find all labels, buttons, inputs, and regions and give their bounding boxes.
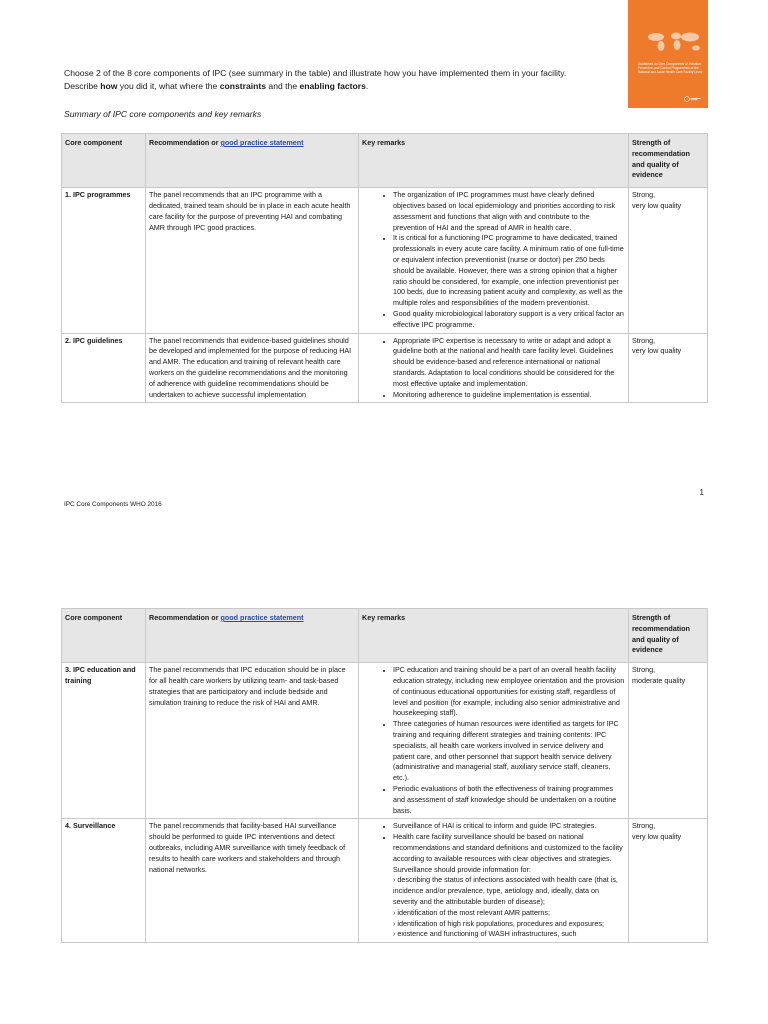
remark-item: • Surveillance of HAI is critical to inform and guide IPC strategies.: [393, 821, 625, 832]
header-strength: Strength of recommendation and quality of evidence: [629, 134, 708, 188]
page-2: [0, 602, 768, 1024]
header-key-remarks: Key remarks: [359, 609, 629, 663]
key-remarks-cell: [359, 188, 629, 333]
text-run: .: [365, 81, 369, 91]
key-remarks-cell: [359, 819, 629, 943]
remark-item: • Health care facility surveillance should be based on national recommendations and standard definitions and customized to the facility according to available resources with clear objectives and strategies. Surveillance should provide information for: › describing the status of infections associated with health care (that is, incidence and/or prevalence, type, aetiology and, ideally, data on severity and the attributable burden of disease); › identification of the most relevant AMR patterns; › identification of high risk populations, procedures and exposures; › existence and functioning of WASH infrastructures, such: [393, 832, 625, 940]
good-practice-link[interactable]: good practice statement: [220, 613, 304, 622]
remark-item: • Periodic evaluations of both the effectiveness of training programmes and assessment of staff knowledge should be undertaken on a routine basis.: [393, 784, 625, 816]
header-core-component: Core component: [62, 134, 146, 188]
header-recommendation: [146, 609, 359, 663]
core-component-cell: 1. IPC programmes: [62, 188, 146, 333]
bold-enabling-factors: enabling factors: [299, 81, 366, 91]
instruction-line-1: Choose 2 of the 8 core components of IPC (see summary in the table) and illustrate how you have implemented them in your facility.: [64, 68, 567, 78]
bold-how: how: [100, 81, 118, 91]
table-header-row: [62, 134, 708, 188]
recommendation-cell: The panel recommends that evidence-based guidelines should be developed and implemented for the purpose of reducing HAI and AMR. The education and training of relevant health care workers on the guideline recommendations and the monitoring of adherence with guideline recommendations should be undertaken to achieve successful implementation: [146, 333, 359, 403]
key-remarks-cell: [359, 333, 629, 403]
recommendation-cell: The panel recommends that IPC education should be in place for all health care workers by utilizing team- and task-based strategies that are participatory and include bedside and simulation training to reduce the risk of HAI and AMR.: [146, 663, 359, 819]
table-header-row: [62, 609, 708, 663]
text-run: and the: [266, 81, 300, 91]
table-row: [62, 819, 708, 943]
page-number: 1: [699, 488, 704, 497]
remark-item: • Three categories of human resources were identified as targets for IPC training and requiring different strategies and training contents: IPC specialists, all health care workers involved in service delivery and patient care, and other personnel that support health service delivery (administrative and managerial staff, auxiliary service staff, cleaners, etc.).: [393, 719, 625, 784]
key-remarks-cell: [359, 663, 629, 819]
recommendation-cell: The panel recommends that an IPC programme with a dedicated, trained team should be in place in each acute health care facility for the purpose of preventing HAI and combating AMR through IPC good practices.: [146, 188, 359, 333]
strength-cell: Strong, very low quality: [629, 333, 708, 403]
table-caption: Summary of IPC core components and key remarks: [64, 109, 262, 119]
page-footer: IPC Core Components WHO 2016: [64, 501, 162, 508]
remark-item: • Monitoring adherence to guideline implementation is essential.: [393, 390, 625, 401]
remark-item: • IPC education and training should be a part of an overall health facility education strategy, including new employee orientation and the provision of continuous educational opportunities for existing staff, regardless of level and position (for example, including also senior administrative and housekeeping staff).: [393, 665, 625, 719]
remark-item: • The organization of IPC programmes must have clearly defined objectives based on local epidemiology and priorities according to risk assessment and functions that align with and contribute to the prevention of HAI and the spread of AMR in health care.: [393, 190, 625, 233]
core-component-cell: 4. Surveillance: [62, 819, 146, 943]
strength-cell: Strong, moderate quality: [629, 663, 708, 819]
table-row: [62, 333, 708, 403]
core-components-table-2: [61, 608, 708, 943]
page-gap: [0, 540, 768, 602]
header-strength: Strength of recommendation and quality of evidence: [629, 609, 708, 663]
table-row: [62, 188, 708, 333]
instruction-line-2: [64, 80, 624, 93]
core-components-table-1: [61, 133, 708, 403]
header-core-component: Core component: [62, 609, 146, 663]
bold-constraints: constraints: [219, 81, 267, 91]
header-text: Recommendation or: [149, 138, 221, 147]
world-map-icon: [646, 28, 706, 54]
table-row: [62, 663, 708, 819]
assignment-instructions: [64, 67, 624, 93]
text-run: you did it, what where the: [117, 81, 220, 91]
core-component-cell: 2. IPC guidelines: [62, 333, 146, 403]
strength-cell: Strong, very low quality: [629, 819, 708, 943]
header-key-remarks: Key remarks: [359, 134, 629, 188]
text-run: Describe: [64, 81, 101, 91]
header-text: Recommendation or: [149, 613, 221, 622]
header-recommendation: [146, 134, 359, 188]
remark-item: • Appropriate IPC expertise is necessary to write or adapt and adopt a guideline both at the national and health care facility level. Guidelines should be evidence-based and reference international or national standards. Adaptation to local conditions should be considered for the most effective uptake and implementation.: [393, 336, 625, 390]
core-component-cell: 3. IPC education and training: [62, 663, 146, 819]
good-practice-link[interactable]: good practice statement: [220, 138, 304, 147]
who-logo-icon: [684, 96, 702, 102]
recommendation-cell: The panel recommends that facility-based HAI surveillance should be performed to guide IPC interventions and detect outbreaks, including AMR surveillance with timely feedback of results to health care workers and stakeholders and through national networks.: [146, 819, 359, 943]
strength-cell: Strong, very low quality: [629, 188, 708, 333]
remark-item: • It is critical for a functioning IPC programme to have dedicated, trained professionals in every acute care facility. A minimum ratio of one full-time or equivalent infection preventionist (nurse or doctor) per 250 beds should be available. However, there was a strong opinion that a higher ratio should be considered, for example, one infection preventionist per 100 beds, due to increasing patient acuity and complexity, as well as the multiple roles and responsibilities of the modern preventionist.: [393, 233, 625, 309]
remark-item: • Good quality microbiological laboratory support is a very critical factor an effective IPC programme.: [393, 309, 625, 331]
guideline-cover-thumbnail[interactable]: [628, 0, 708, 108]
cover-title: Guidelines on Core Components of Infection Prevention and Control Programmes at the National and Acute Health Care Facility Level: [638, 62, 702, 75]
